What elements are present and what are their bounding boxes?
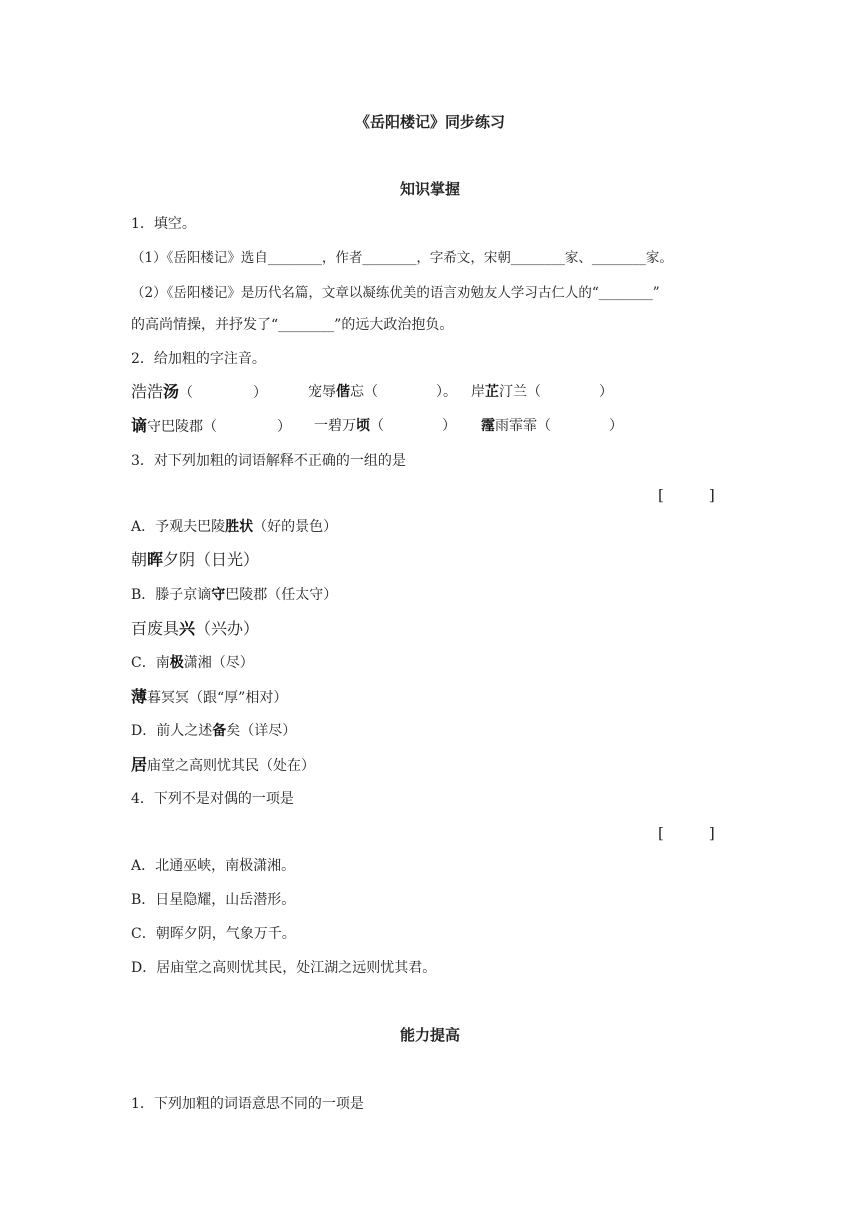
question-3-stem: 3．对下列加粗的词语解释不正确的一组的是 <box>131 453 406 469</box>
pinyin-item-text: 浩浩 <box>131 382 164 401</box>
section-heading-knowledge: 知识掌握 <box>399 180 460 198</box>
option-a-line-1: A．予观夫巴陵胜状（好的景色） <box>131 519 338 535</box>
question-1-line-3: 的高尚情操，并抒发了“________”的远大政治抱负。 <box>131 317 454 333</box>
pinyin-item-close: ） <box>253 385 268 401</box>
option-c-line-2: 薄暮冥冥（跟“厚”相对） <box>131 687 288 706</box>
question-1-line-2: （2）《岳阳楼记》是历代名篇，文章以凝练优美的语言劝勉友人学习古仁人的“________” <box>131 285 660 301</box>
pinyin-item-2: 宠辱偕忘（ ）。 <box>308 384 457 400</box>
ability-question-1-stem: 1．下列加粗的词语意思不同的一项是 <box>131 1096 364 1112</box>
q4-option-a: A．北通巫峡，南极潇湘。 <box>131 858 296 874</box>
option-d-line-2: 居庙堂之高则忧其民（处在） <box>131 755 316 774</box>
q4-option-c: C．朝晖夕阴，气象万千。 <box>131 926 296 942</box>
answer-bracket-q4: [ ] <box>658 824 715 842</box>
pinyin-item-bold: 汤 <box>163 382 180 401</box>
pinyin-item-3: 岸芷汀兰（ ） <box>471 384 613 400</box>
pinyin-item-open: （ <box>179 385 194 401</box>
section-heading-ability: 能力提高 <box>399 1026 460 1044</box>
option-c-line-1: C．南极潇湘（尽） <box>131 655 254 671</box>
pinyin-item-5: 一碧万顷（ ） <box>314 418 456 434</box>
option-a-line-2: 朝晖夕阴（日光） <box>131 550 260 569</box>
pinyin-item-4: 谪守巴陵郡（ ） <box>131 416 292 435</box>
q4-option-d: D．居庙堂之高则忧其民，处江湖之远则忧其君。 <box>131 960 437 976</box>
option-b-line-1: B．滕子京谪守巴陵郡（任太守） <box>131 587 338 603</box>
question-2-stem: 2．给加粗的字注音。 <box>131 351 266 367</box>
option-b-line-2: 百废具兴（兴办） <box>131 619 260 638</box>
option-d-line-1: D．前人之述备矣（详尽） <box>131 723 297 739</box>
q4-option-b: B．日星隐耀，山岳潜形。 <box>131 892 296 908</box>
question-1-stem: 1．填空。 <box>131 216 196 232</box>
pinyin-item-1 <box>131 382 179 402</box>
page-title: 《岳阳楼记》同步练习 <box>354 113 505 131</box>
question-1-line-1: （1）《岳阳楼记》选自________，作者________，字希文，宋朝________家、________家。 <box>131 250 673 266</box>
answer-bracket-q3: [ ] <box>658 486 715 504</box>
pinyin-item-6: 霪雨霏霏（ ） <box>481 418 623 434</box>
question-4-stem: 4．下列不是对偶的一项是 <box>131 791 294 807</box>
